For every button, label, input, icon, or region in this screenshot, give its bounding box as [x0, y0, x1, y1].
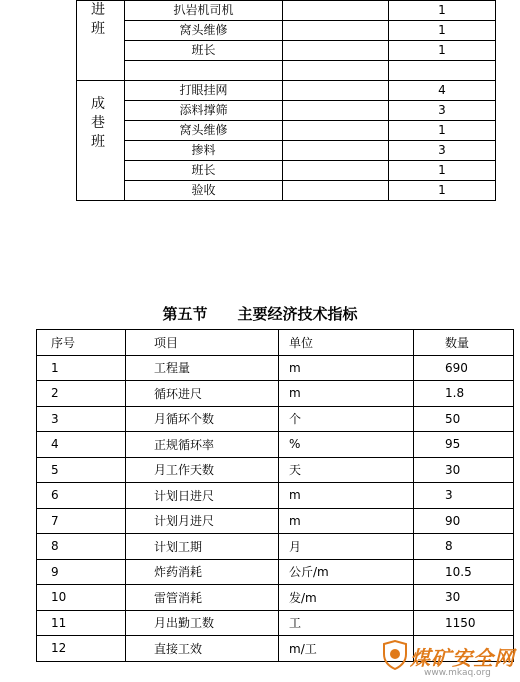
seq-cell: 11	[37, 610, 126, 636]
quantity-cell: 690	[414, 355, 514, 381]
blank-cell	[283, 61, 389, 81]
blank-cell	[283, 21, 389, 41]
unit-cell: m	[279, 483, 414, 509]
seq-cell: 1	[37, 355, 126, 381]
role-cell: 验收	[125, 181, 283, 201]
quantity-cell: 1150	[414, 610, 514, 636]
quantity-cell: 10.5	[414, 559, 514, 585]
staffing-table	[76, 0, 496, 201]
quantity-cell: 30	[414, 457, 514, 483]
seq-cell: 5	[37, 457, 126, 483]
table-row	[37, 585, 514, 611]
seq-cell: 3	[37, 406, 126, 432]
unit-cell: m	[279, 381, 414, 407]
blank-cell	[283, 161, 389, 181]
watermark-brand: 煤矿安全网	[410, 646, 515, 670]
unit-cell: 发/m	[279, 585, 414, 611]
blank-cell	[283, 141, 389, 161]
quantity-cell: 90	[414, 508, 514, 534]
quantity-cell: 30	[414, 585, 514, 611]
blank-cell	[283, 1, 389, 21]
table-row	[37, 355, 514, 381]
quantity-cell: 95	[414, 432, 514, 458]
table-row	[37, 508, 514, 534]
unit-cell: 月	[279, 534, 414, 560]
count-cell: 1	[389, 41, 496, 61]
header-item-cell: 项目	[126, 330, 279, 356]
seq-cell: 8	[37, 534, 126, 560]
table-row	[37, 457, 514, 483]
count-cell: 1	[389, 21, 496, 41]
seq-cell: 2	[37, 381, 126, 407]
role-cell: 扒岩机司机	[125, 1, 283, 21]
section-number: 第五节	[162, 305, 208, 323]
header-seq-cell: 序号	[37, 330, 126, 356]
table-row	[37, 381, 514, 407]
item-cell: 工程量	[126, 355, 279, 381]
table-row	[37, 610, 514, 636]
header-quantity-cell: 数量	[414, 330, 514, 356]
table-row	[37, 559, 514, 585]
staffing-row	[77, 141, 496, 161]
role-cell: 窝头维修	[125, 121, 283, 141]
quantity-cell: 50	[414, 406, 514, 432]
section-title: 主要经济技术指标	[237, 305, 358, 323]
item-cell: 计划日进尺	[126, 483, 279, 509]
item-cell: 计划工期	[126, 534, 279, 560]
item-cell: 月出勤工数	[126, 610, 279, 636]
shield-logo-icon	[380, 640, 410, 670]
staffing-row	[77, 41, 496, 61]
item-cell: 循环进尺	[126, 381, 279, 407]
role-cell: 班长	[125, 161, 283, 181]
seq-cell: 10	[37, 585, 126, 611]
count-cell: 3	[389, 141, 496, 161]
blank-cell	[283, 181, 389, 201]
unit-cell: %	[279, 432, 414, 458]
role-cell: 掺料	[125, 141, 283, 161]
count-cell	[389, 61, 496, 81]
quantity-cell: 8	[414, 534, 514, 560]
staffing-row	[77, 101, 496, 121]
group-label-jin: 进 班	[77, 1, 125, 81]
item-cell: 月循环个数	[126, 406, 279, 432]
staffing-row	[77, 81, 496, 101]
item-cell: 正规循环率	[126, 432, 279, 458]
group-label-chengxiang: 成 巷 班	[77, 81, 125, 201]
table-row	[37, 432, 514, 458]
header-row	[37, 330, 514, 356]
staffing-row	[77, 21, 496, 41]
seq-cell: 7	[37, 508, 126, 534]
unit-cell: 公斤/m	[279, 559, 414, 585]
staffing-row	[77, 181, 496, 201]
unit-cell: m	[279, 508, 414, 534]
role-cell	[125, 61, 283, 81]
unit-cell: m	[279, 355, 414, 381]
site-watermark	[380, 638, 520, 682]
item-cell: 炸药消耗	[126, 559, 279, 585]
role-cell: 窝头维修	[125, 21, 283, 41]
item-cell: 直接工效	[126, 636, 279, 662]
table-row	[37, 406, 514, 432]
staffing-row	[77, 61, 496, 81]
role-cell: 添料撑筛	[125, 101, 283, 121]
seq-cell: 6	[37, 483, 126, 509]
table-row	[37, 534, 514, 560]
count-cell: 4	[389, 81, 496, 101]
count-cell: 1	[389, 1, 496, 21]
item-cell: 月工作天数	[126, 457, 279, 483]
staffing-row	[77, 1, 496, 21]
count-cell: 1	[389, 161, 496, 181]
staffing-row	[77, 161, 496, 181]
role-cell: 打眼挂网	[125, 81, 283, 101]
blank-cell	[283, 41, 389, 61]
blank-cell	[283, 81, 389, 101]
unit-cell: 天	[279, 457, 414, 483]
count-cell: 1	[389, 181, 496, 201]
role-cell: 班长	[125, 41, 283, 61]
seq-cell: 12	[37, 636, 126, 662]
seq-cell: 9	[37, 559, 126, 585]
blank-cell	[283, 121, 389, 141]
watermark-url: www.mkaq.org	[424, 668, 491, 678]
quantity-cell: 1.8	[414, 381, 514, 407]
seq-cell: 4	[37, 432, 126, 458]
count-cell: 1	[389, 121, 496, 141]
count-cell: 3	[389, 101, 496, 121]
unit-cell: m/工	[279, 636, 414, 662]
section-heading	[0, 303, 520, 324]
unit-cell: 个	[279, 406, 414, 432]
item-cell: 计划月进尺	[126, 508, 279, 534]
indicators-table	[36, 329, 514, 662]
table-row	[37, 483, 514, 509]
staffing-row	[77, 121, 496, 141]
header-unit-cell: 单位	[279, 330, 414, 356]
blank-cell	[283, 101, 389, 121]
item-cell: 雷管消耗	[126, 585, 279, 611]
quantity-cell: 3	[414, 483, 514, 509]
unit-cell: 工	[279, 610, 414, 636]
